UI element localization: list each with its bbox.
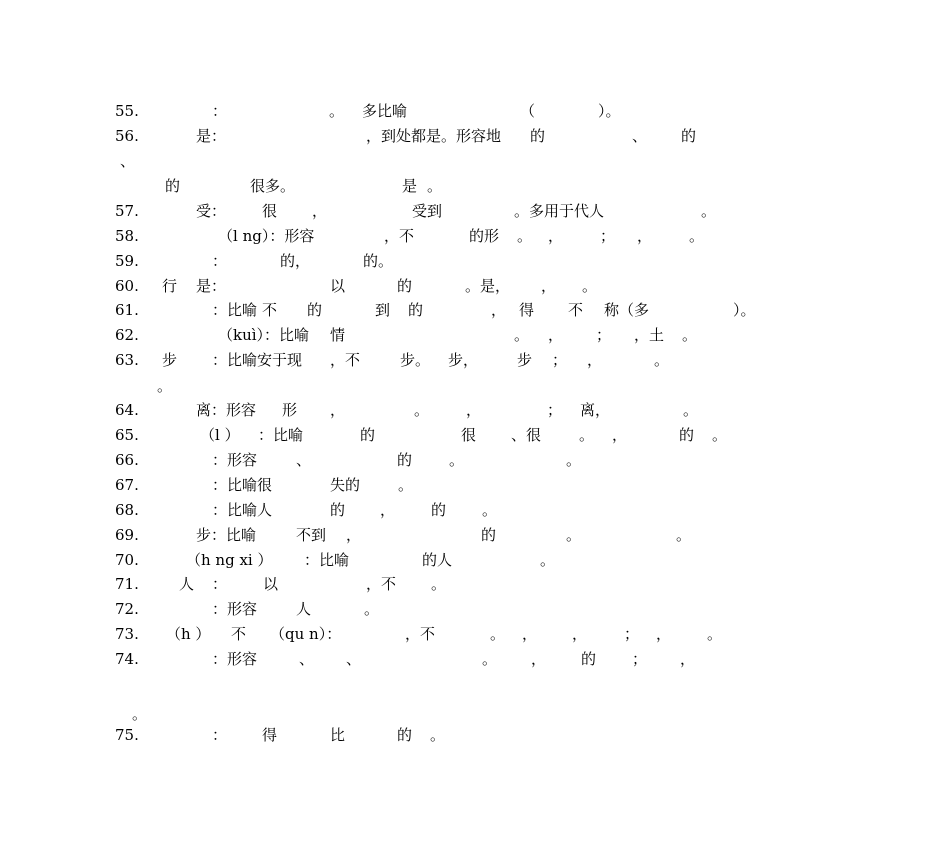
text-fragment: 。	[329, 102, 345, 120]
text-fragment: ：比喻安于现	[212, 351, 303, 369]
text-fragment: ；	[547, 401, 563, 419]
text-fragment: 的	[530, 127, 546, 145]
text-fragment: 、	[299, 650, 315, 668]
text-fragment: 得	[262, 726, 278, 744]
text-fragment: 。	[430, 726, 446, 744]
text-line	[0, 450, 950, 470]
item-number: 57.	[115, 202, 139, 220]
text-line	[0, 201, 950, 221]
text-line	[0, 325, 950, 345]
text-fragment: 。	[676, 526, 692, 544]
item-number: 56.	[115, 127, 139, 145]
text-fragment: 。	[482, 650, 498, 668]
text-fragment: 、	[632, 127, 648, 145]
text-fragment: ，不	[384, 227, 415, 245]
text-fragment: 是：	[196, 127, 227, 145]
text-fragment: 。	[398, 476, 414, 494]
text-fragment: 。	[712, 426, 728, 444]
text-fragment: 的	[397, 726, 413, 744]
text-fragment: 离，	[580, 401, 611, 419]
text-fragment: 多比喻	[362, 102, 408, 120]
text-fragment: 受到	[412, 202, 443, 220]
text-fragment: 步。	[400, 351, 431, 369]
text-fragment: ：形容	[212, 600, 258, 618]
text-line	[0, 400, 950, 420]
text-fragment: 比	[330, 726, 346, 744]
text-line	[0, 525, 950, 545]
text-fragment: 以	[330, 277, 346, 295]
text-fragment: 步	[162, 351, 178, 369]
text-line	[0, 475, 950, 495]
text-line	[0, 176, 950, 196]
item-number: 62.	[115, 326, 139, 344]
text-fragment: 。	[517, 227, 533, 245]
text-fragment: ：	[212, 252, 228, 270]
item-number: 69.	[115, 526, 139, 544]
text-fragment: 。	[431, 575, 447, 593]
text-fragment: ，	[531, 650, 547, 668]
text-line	[0, 574, 950, 594]
text-fragment: 的	[397, 277, 413, 295]
text-fragment: ，	[680, 650, 696, 668]
text-line	[0, 599, 950, 619]
text-fragment: ：	[212, 726, 228, 744]
text-fragment: ：	[212, 102, 228, 120]
text-fragment: 。	[427, 177, 443, 195]
text-fragment: 不	[262, 301, 278, 319]
text-line	[0, 624, 950, 644]
text-line	[0, 226, 950, 246]
text-fragment: ，到处都是。形容地	[366, 127, 502, 145]
text-fragment: ：比喻	[304, 551, 350, 569]
item-number: 71.	[115, 575, 139, 593]
text-fragment: 是：	[196, 277, 227, 295]
text-fragment: 不到	[296, 526, 327, 544]
text-fragment: ：比喻人	[212, 501, 273, 519]
text-line	[0, 151, 950, 171]
text-fragment: 步，	[448, 351, 479, 369]
text-fragment: ，	[541, 277, 557, 295]
text-fragment: 。	[132, 705, 148, 723]
item-number: 58.	[115, 227, 139, 245]
text-fragment: ；	[624, 625, 640, 643]
text-fragment: 人	[179, 575, 195, 593]
text-fragment: ，	[656, 625, 672, 643]
text-fragment: ，土	[634, 326, 665, 344]
text-line	[0, 649, 950, 669]
item-number: 55.	[115, 102, 139, 120]
item-number: 64.	[115, 401, 139, 419]
text-fragment: 人	[296, 600, 312, 618]
text-fragment: 。	[364, 600, 380, 618]
text-fragment: 很	[262, 202, 278, 220]
text-fragment: ：形容	[212, 650, 258, 668]
item-number: 70.	[115, 551, 139, 569]
text-line	[0, 376, 950, 396]
text-fragment: ）。	[733, 301, 756, 319]
text-fragment: 的。	[363, 252, 394, 270]
text-fragment: 到	[375, 301, 391, 319]
text-line	[0, 725, 950, 745]
text-fragment: （h ng xi ）	[186, 551, 273, 569]
text-fragment: 很多。	[250, 177, 296, 195]
item-number: 61.	[115, 301, 139, 319]
text-fragment: 行	[162, 277, 178, 295]
text-fragment: （h ）	[166, 625, 211, 643]
text-fragment: ，	[637, 227, 653, 245]
text-line	[0, 425, 950, 445]
text-fragment: 离：形容	[196, 401, 257, 419]
text-fragment: 的	[408, 301, 424, 319]
text-fragment: 步	[517, 351, 533, 369]
text-fragment: 。	[654, 351, 670, 369]
text-fragment: ，	[522, 625, 538, 643]
text-fragment: 。多用于代人	[514, 202, 605, 220]
text-line	[0, 704, 950, 724]
text-fragment: 。	[683, 401, 699, 419]
text-fragment: 。	[579, 426, 595, 444]
text-fragment: 、	[120, 152, 136, 170]
text-fragment: 的人	[422, 551, 453, 569]
text-fragment: ）。	[598, 102, 621, 120]
text-fragment: （kuì）：比喻	[218, 326, 310, 344]
text-fragment: ，	[330, 401, 346, 419]
text-fragment: ：形容	[212, 451, 258, 469]
text-fragment: ：比喻	[212, 301, 258, 319]
text-fragment: 。	[701, 202, 717, 220]
text-fragment: 的	[360, 426, 376, 444]
text-fragment: ；	[632, 650, 648, 668]
text-fragment: ，不	[405, 625, 436, 643]
text-fragment: ：比喻	[258, 426, 304, 444]
text-fragment: 的	[481, 526, 497, 544]
text-fragment: ；	[600, 227, 616, 245]
text-fragment: ，不	[330, 351, 361, 369]
text-fragment: （l ng）：形容	[218, 227, 315, 245]
text-line	[0, 276, 950, 296]
text-fragment: 很	[461, 426, 477, 444]
text-fragment: 称（多	[604, 301, 650, 319]
text-line	[0, 101, 950, 121]
text-fragment: （qu n）：	[270, 625, 342, 643]
text-fragment: ，	[312, 202, 328, 220]
text-fragment: 不	[568, 301, 584, 319]
text-fragment: 。	[449, 451, 465, 469]
text-fragment: 的	[165, 177, 181, 195]
text-fragment: 的	[397, 451, 413, 469]
text-fragment: 的	[330, 501, 346, 519]
text-line	[0, 300, 950, 320]
text-fragment: ，	[346, 526, 362, 544]
text-fragment: （l ）	[200, 426, 240, 444]
text-fragment: 的	[581, 650, 597, 668]
text-fragment: 。	[682, 326, 698, 344]
item-number: 72.	[115, 600, 139, 618]
text-fragment: 的形	[469, 227, 500, 245]
text-fragment: 的	[679, 426, 695, 444]
text-fragment: 。	[157, 377, 173, 395]
text-fragment: 不	[231, 625, 247, 643]
text-fragment: 、	[296, 451, 312, 469]
text-fragment: ，不	[366, 575, 397, 593]
item-number: 67.	[115, 476, 139, 494]
text-fragment: ，	[466, 401, 482, 419]
text-line	[0, 350, 950, 370]
text-fragment: ，	[380, 501, 396, 519]
text-line	[0, 550, 950, 570]
text-fragment: 。	[540, 551, 556, 569]
text-fragment: 的	[681, 127, 697, 145]
text-fragment: 。	[566, 526, 582, 544]
text-fragment: 。	[582, 277, 598, 295]
text-fragment: 以	[263, 575, 279, 593]
text-fragment: 得	[519, 301, 535, 319]
text-line	[0, 251, 950, 271]
text-fragment: 形	[282, 401, 298, 419]
text-fragment: ，	[491, 301, 507, 319]
item-number: 65.	[115, 426, 139, 444]
text-fragment: 是	[402, 177, 418, 195]
text-fragment: ；	[596, 326, 612, 344]
text-fragment: 。	[490, 625, 506, 643]
text-fragment: 、很	[511, 426, 542, 444]
text-fragment: 的	[431, 501, 447, 519]
text-fragment: 失的	[330, 476, 361, 494]
item-number: 68.	[115, 501, 139, 519]
text-fragment: ，	[548, 227, 564, 245]
text-fragment: 受：	[196, 202, 227, 220]
text-fragment: ：	[212, 575, 228, 593]
text-fragment: 。	[707, 625, 723, 643]
text-fragment: ，	[587, 351, 603, 369]
text-fragment: ，	[548, 326, 564, 344]
item-number: 60.	[115, 277, 139, 295]
item-number: 59.	[115, 252, 139, 270]
text-fragment: 。	[689, 227, 705, 245]
text-fragment: 。	[566, 451, 582, 469]
text-fragment: ，	[572, 625, 588, 643]
text-line	[0, 126, 950, 146]
item-number: 66.	[115, 451, 139, 469]
text-fragment: 情	[330, 326, 346, 344]
text-fragment: ，	[612, 426, 628, 444]
text-fragment: （	[520, 102, 536, 120]
text-fragment: 的	[307, 301, 323, 319]
text-fragment: 。	[482, 501, 498, 519]
text-fragment: 。是，	[465, 277, 511, 295]
text-fragment: 步：比喻	[196, 526, 257, 544]
text-fragment: 、	[346, 650, 362, 668]
item-number: 74.	[115, 650, 139, 668]
item-number: 75.	[115, 726, 139, 744]
text-fragment: ：比喻很	[212, 476, 273, 494]
text-fragment: 的，	[280, 252, 311, 270]
text-line	[0, 500, 950, 520]
item-number: 63.	[115, 351, 139, 369]
text-fragment: 。	[414, 401, 430, 419]
text-fragment: 。	[514, 326, 530, 344]
text-fragment: ；	[552, 351, 568, 369]
item-number: 73.	[115, 625, 139, 643]
